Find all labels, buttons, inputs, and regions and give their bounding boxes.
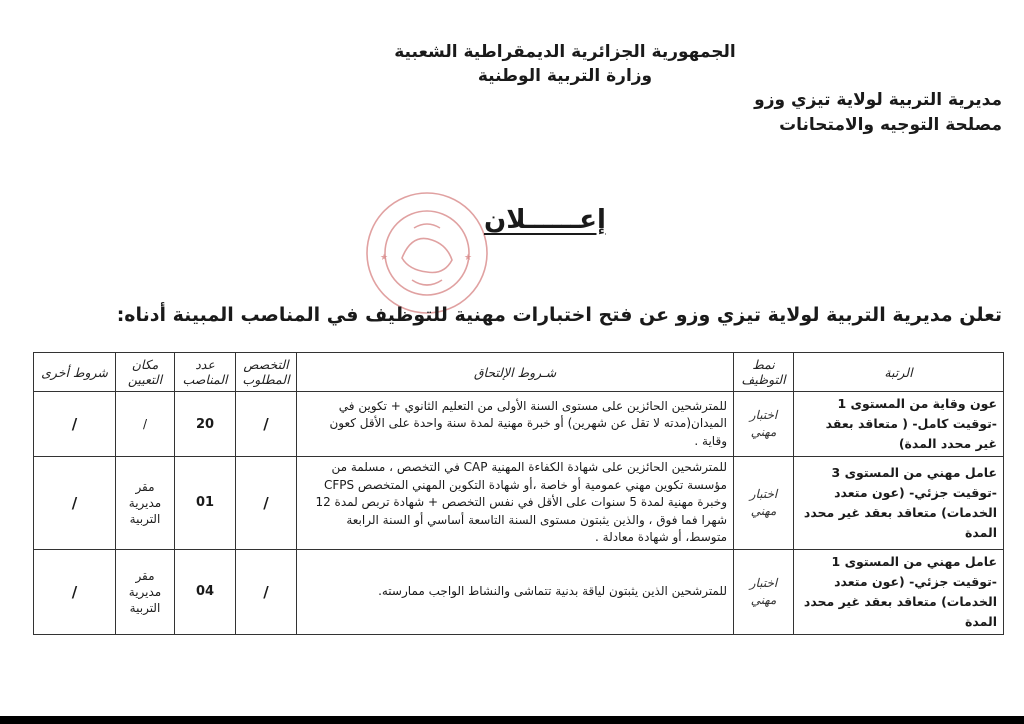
cell-mode: اختبار مهني <box>734 392 794 457</box>
cell-mode: اختبار مهني <box>734 549 794 634</box>
service-name: مصلحة التوجيه والامتحانات <box>779 115 1002 135</box>
cell-mode: اختبار مهني <box>734 457 794 550</box>
cell-conditions: للمترشحين الحائزين على مستوى السنة الأولى من التعليم الثانوي + تكوين في الميدان(مدته لا تقل عن شهرين) أو خبرة مهنية لمدة سنة واحدة على الأقل كعون وقاية . <box>297 392 734 457</box>
cell-rank: عامل مهني من المستوى 1 -توقيت جزئي- (عون متعدد الخدمات) متعاقد بعقد غير محدد المدة <box>794 549 1004 634</box>
republic-name: الجمهورية الجزائرية الديمقراطية الشعبية <box>394 42 736 62</box>
cell-rank: عامل مهني من المستوى 3 -توقيت جزئي- (عون متعدد الخدمات) متعاقد بعقد غير محدد المدة <box>794 457 1004 550</box>
cell-specialty: / <box>236 549 297 634</box>
cell-other: / <box>34 457 116 550</box>
scan-edge-bar <box>0 716 1024 724</box>
cell-other: / <box>34 392 116 457</box>
cell-place: مقر مديرية التربية <box>116 549 175 634</box>
stamp-sun <box>414 224 440 228</box>
cell-specialty: / <box>236 392 297 457</box>
table-row <box>34 392 1004 457</box>
col-positions-count: عدد المناصب <box>175 353 236 392</box>
col-conditions: شـروط الإلتحاق <box>297 353 734 392</box>
cell-count: 20 <box>175 392 236 457</box>
stamp-star-left: ★ <box>380 253 389 263</box>
positions-table <box>33 352 1004 635</box>
table-header-row <box>34 353 1004 392</box>
issuer-block <box>754 88 1002 138</box>
stamp-emblem <box>402 238 452 272</box>
col-recruitment-mode: نمط التوظيف <box>734 353 794 392</box>
announcement-intro: تعلن مديرية التربية لولاية تيزي وزو عن فتح اختبارات مهنية للتوظيف في المناصب المبينة أدناه: <box>116 304 1002 326</box>
cell-conditions: للمترشحين الذين يثبتون لياقة بدنية تتماشى والنشاط الواجب ممارسته. <box>297 549 734 634</box>
ministry-name: وزارة التربية الوطنية <box>477 66 653 86</box>
col-rank: الرتبة <box>794 353 1004 392</box>
cell-count: 01 <box>175 457 236 550</box>
col-specialty: التخصص المطلوب <box>236 353 297 392</box>
cell-count: 04 <box>175 549 236 634</box>
document-header <box>330 40 800 88</box>
col-assignment-place: مكان التعيين <box>116 353 175 392</box>
cell-other: / <box>34 549 116 634</box>
cell-conditions: للمترشحين الحائزين على شهادة الكفاءة المهنية CAP في التخصص ، مسلمة من مؤسسة تكوين مهني عمومية أو خاصة ،أو شهادة التكوين المهني المتخصص CFPS وخبرة مهنية لمدة 5 سنوات على الأقل في نفس التخصص + شهادة تربص لمدة 12 شهرا فما فوق ، والذين يثبتون مستوى السنة التاسعة أساسي أو السنة الرابعة متوسط، أو شهادة معادلة . <box>297 457 734 550</box>
table-row <box>34 457 1004 550</box>
announcement-title: إعــــــلان <box>484 205 606 235</box>
cell-place: / <box>116 392 175 457</box>
cell-rank: عون وقاية من المستوى 1 -توقيت كامل- ( متعاقد بعقد غير محدد المدة) <box>794 392 1004 457</box>
directorate-name: مديرية التربية لولاية تيزي وزو <box>754 90 1002 110</box>
col-other-conditions: شروط أخرى <box>34 353 116 392</box>
stamp-crescent <box>412 280 442 285</box>
stamp-star-right: ★ <box>464 253 473 263</box>
cell-place: مقر مديرية التربية <box>116 457 175 550</box>
cell-specialty: / <box>236 457 297 550</box>
table-row <box>34 549 1004 634</box>
